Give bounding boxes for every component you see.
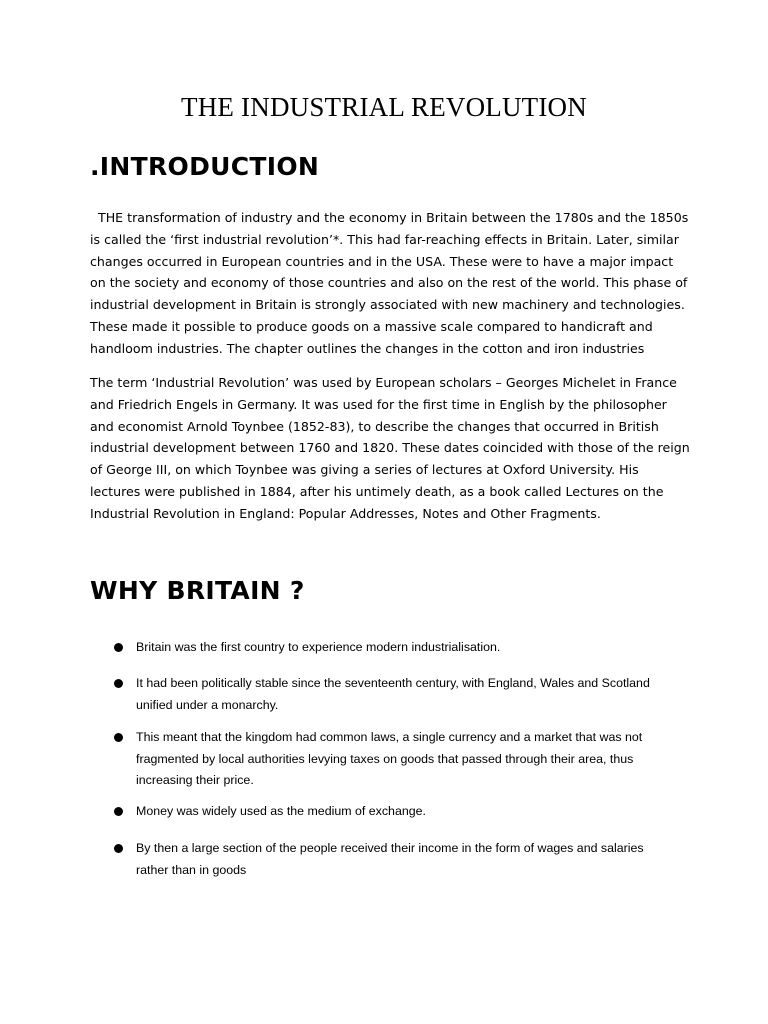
introduction-heading: .INTRODUCTION (90, 152, 320, 181)
bullet-icon (114, 807, 123, 816)
intro-paragraph-1: THE transformation of industry and the economy in Britain between the 1780s and the 1850s is called the ‘first industrial revolution’*. This had far-reaching effects in Britain. Later, similar changes occurred in European countries and in the USA. These were to have a major impact on the society and economy of those countries and also on the rest of the world. This phase of industrial development in Britain is strongly associated with new machinery and technologies. These made it possible to produce goods on a massive scale compared to handicraft and handloom industries. The chapter outlines the changes in the cotton and iron industries (90, 210, 693, 356)
list-item-text: Britain was the first country to experience modern industrialisation. (136, 640, 501, 654)
bullet-icon (114, 844, 123, 853)
bullet-icon (114, 679, 123, 688)
bullet-icon (114, 733, 123, 742)
intro-paragraph-2: The term ‘Industrial Revolution’ was used by European scholars – Georges Michelet in France and Friedrich Engels in Germany. It was used for the first time in English by the philosopher and economist Arnold Toynbee (1852-83), to describe the changes that occurred in British industrial development between 1760 and 1820. These dates coincided with those of the reign of George III, on which Toynbee was giving a series of lectures at Oxford University. His lectures were published in 1884, after his untimely death, as a book called Lectures on the Industrial Revolution in England: Popular Addresses, Notes and Other Fragments. (90, 375, 694, 521)
why-britain-heading: WHY BRITAIN ? (90, 576, 305, 605)
list-item-text: It had been politically stable since the seventeenth century, with England, Wales and Scotland unified under a monarchy. (136, 676, 650, 712)
list-item-text: This meant that the kingdom had common laws, a single currency and a market that was not fragmented by local authorities levying taxes on goods that passed through their area, thus increasing their price. (136, 730, 643, 787)
document-title: THE INDUSTRIAL REVOLUTION (181, 92, 587, 122)
list-item-text: Money was widely used as the medium of exchange. (136, 804, 426, 818)
list-item-text: By then a large section of the people received their income in the form of wages and salaries rather than in goods (136, 841, 644, 877)
bullet-icon (114, 643, 123, 652)
